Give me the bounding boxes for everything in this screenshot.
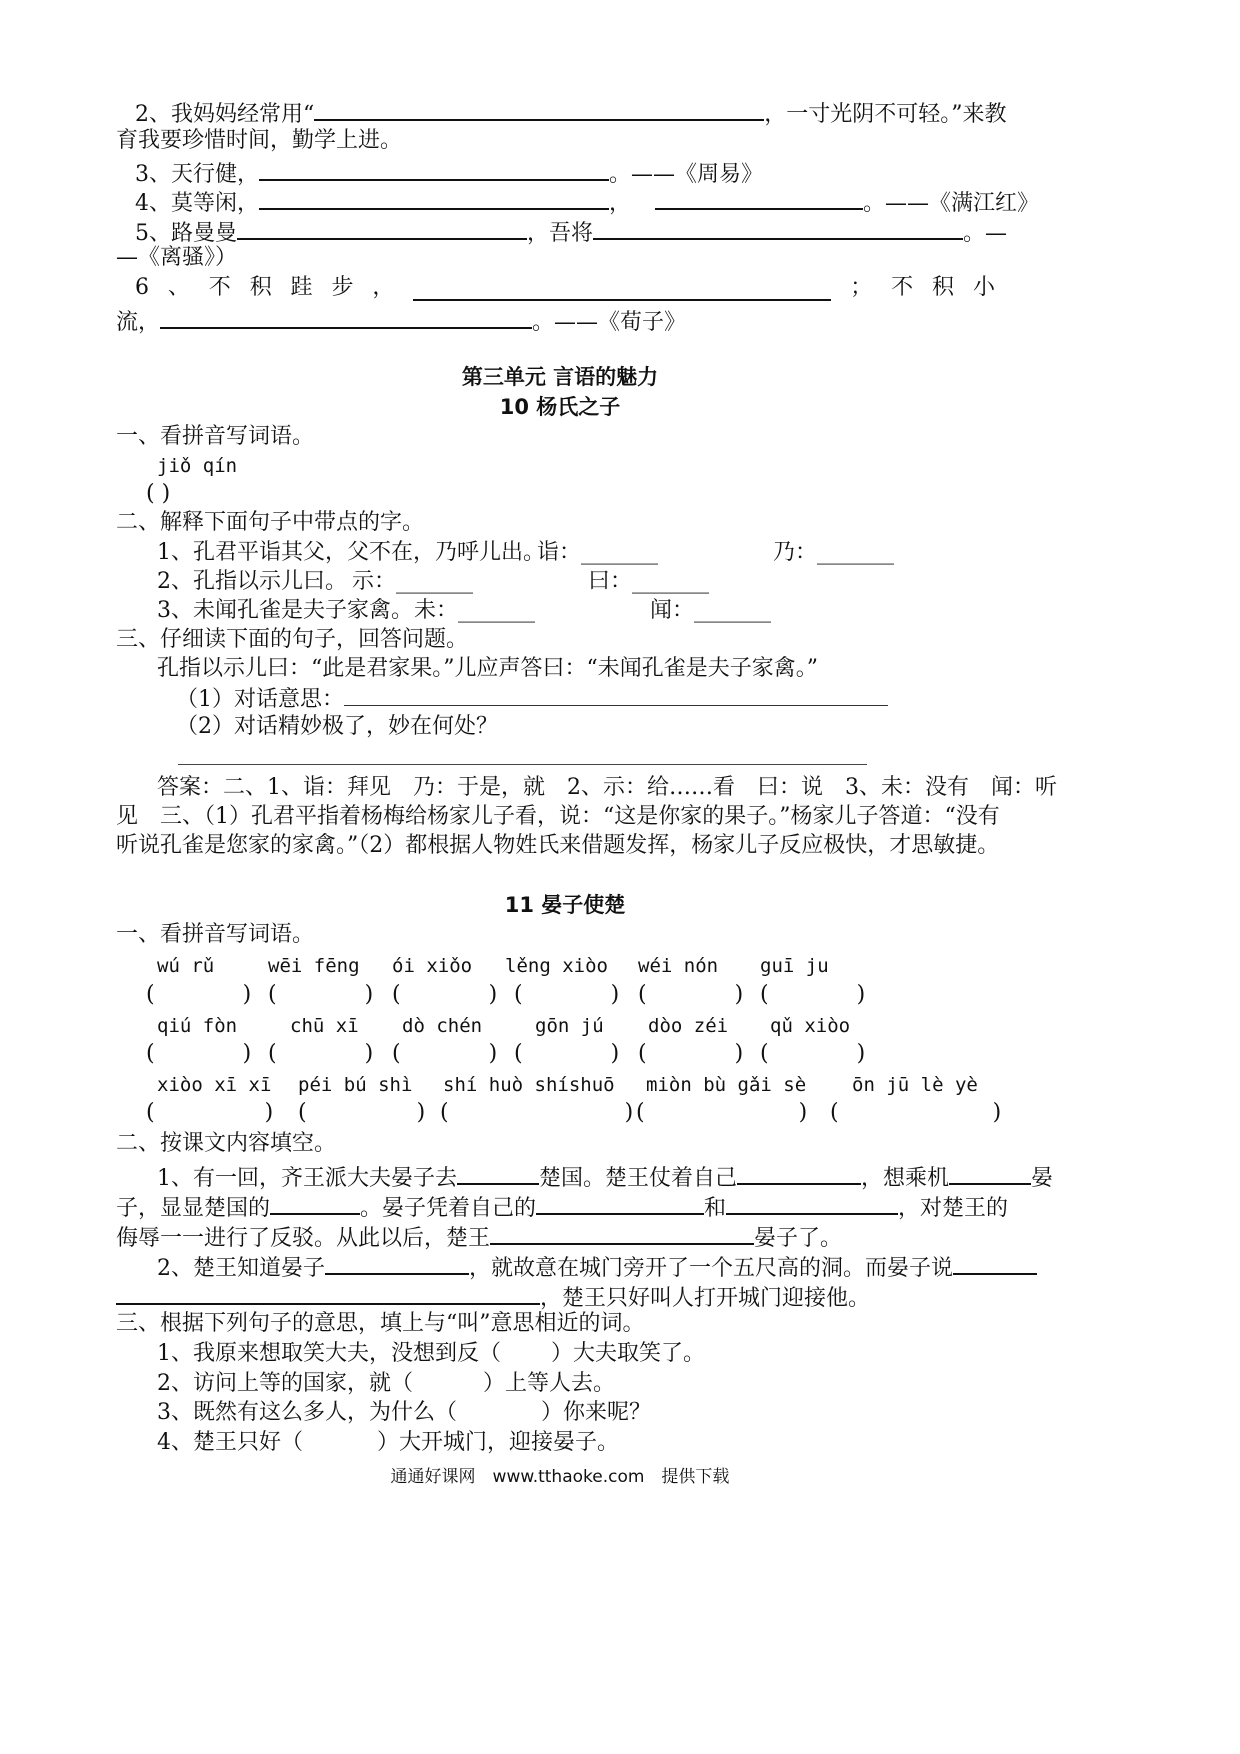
answer-box[interactable]: ( ) (146, 1100, 274, 1125)
pinyin-word: wéi nón (638, 955, 719, 977)
fill-1-line-2 (116, 1191, 1008, 1222)
q6-char: 6 (135, 275, 149, 300)
q3-blank[interactable] (259, 157, 609, 181)
fill-2-line-2 (116, 1281, 870, 1312)
pinyin-word: shí huò shíshuō (443, 1074, 615, 1096)
fill-text: 1、有一回，齐王派大夫晏子去 (157, 1166, 457, 1191)
question-1-blank[interactable] (344, 685, 888, 706)
answer-box[interactable]: ( ) (760, 1041, 866, 1066)
l11-section-2: 二、按课文内容填空。 (116, 1131, 337, 1156)
l10-answer-box[interactable]: ( ) (146, 481, 171, 506)
q6-char: 步 (331, 275, 354, 300)
fill-blank[interactable] (949, 1161, 1031, 1185)
l10-row1-blank-a[interactable]: 诣：_______ (537, 540, 659, 565)
pinyin-word: ói xiǒo (392, 955, 473, 977)
q6-semicolon: ； (850, 275, 873, 300)
q6-text: 流， (116, 310, 161, 335)
l10-row2-blank-a[interactable]: 示：_______ (352, 569, 474, 594)
q2-cont: 育我要珍惜时间，勤学上进。 (116, 128, 403, 153)
question-2-blank[interactable] (178, 764, 867, 765)
l10-pinyin: jiǒ qín (157, 455, 238, 477)
l10-question-2: （2）对话精妙极了，妙在何处？ (176, 714, 498, 739)
fill-blank[interactable] (536, 1191, 704, 1215)
q6-char: ， (372, 275, 395, 300)
pinyin-word: wēi fēng (268, 955, 360, 977)
pinyin-word: gōn jú (535, 1015, 604, 1037)
q6-char: 积 (249, 275, 272, 300)
answer-box[interactable]: ( ) (268, 982, 374, 1007)
fill-text: 和 (704, 1196, 727, 1221)
answer-box[interactable]: ( ) (392, 982, 498, 1007)
pinyin-word: qǔ xiòo (770, 1015, 851, 1037)
q6-char: 、 (167, 275, 190, 300)
call-text: ）你来呢？ (541, 1400, 652, 1425)
call-q3 (157, 1400, 651, 1426)
answer-box[interactable]: ( ) (830, 1100, 1002, 1125)
pinyin-word: ōn jū lè yè (852, 1074, 978, 1096)
l10-question-1 (176, 685, 888, 713)
pinyin-word: guī ju (760, 955, 829, 977)
l10-section-2: 二、解释下面句子中带点的字。 (116, 510, 425, 535)
fill-blank[interactable] (270, 1191, 360, 1215)
pinyin-word: qiú fòn (157, 1015, 238, 1037)
q3-source: 。——《周易》 (609, 162, 764, 187)
l10-row2-text: 2、孔指以示儿曰。 (157, 569, 347, 594)
l10-row3-blank-a[interactable]: 未：_______ (414, 598, 536, 623)
q5-text: 5、路曼曼 (135, 221, 237, 246)
l11-section-3: 三、根据下列句子的意思，填上与“叫”意思相近的词。 (116, 1311, 645, 1336)
q6-source: 。——《荀子》 (532, 310, 687, 335)
fill-blank[interactable] (953, 1251, 1037, 1275)
fill-1-line-1 (157, 1161, 1053, 1192)
q2-blank[interactable] (314, 97, 764, 121)
q5-source: —《离骚》） (116, 245, 238, 270)
pinyin-word: miòn bù gǎi sè (646, 1074, 807, 1096)
fill-2-line-1 (157, 1251, 1037, 1282)
answer-box[interactable]: ( ) (638, 1041, 744, 1066)
q4-source: 。——《满江红》 (863, 191, 1040, 216)
fill-text: 侮辱一一进行了反驳。从此以后，楚王 (116, 1226, 491, 1251)
pinyin-word: wú rǔ (157, 955, 215, 977)
answer-box[interactable]: ( ) (638, 982, 744, 1007)
q6-char: 小 (972, 275, 995, 300)
answer-box[interactable]: ( ) (636, 1100, 808, 1125)
q6-blank-2[interactable] (160, 305, 532, 329)
l10-row3-blank-b[interactable]: 闻：_______ (650, 598, 772, 623)
fill-text: 子，显显楚国的 (116, 1196, 271, 1221)
fill-q2 (135, 97, 1007, 128)
fill-blank[interactable] (116, 1281, 540, 1305)
call-text: 1、我原来想取笑大夫，没想到反（ (157, 1341, 501, 1366)
lesson11-title: 11 晏子使楚 (504, 893, 626, 917)
fill-q6 (135, 275, 995, 301)
call-text: 3、既然有这么多人，为什么（ (157, 1400, 457, 1425)
q5-blank-2[interactable] (593, 216, 963, 240)
pinyin-word: xiòo xī xī (157, 1074, 272, 1096)
q5-text-2: ，吾将 (527, 221, 594, 246)
answer-box[interactable]: ( ) (268, 1041, 374, 1066)
pinyin-word: dò chén (402, 1015, 483, 1037)
q6-blank-1[interactable] (413, 277, 831, 301)
fill-text: 。晏子凭着自己的 (360, 1196, 537, 1221)
fill-blank[interactable] (726, 1191, 898, 1215)
q5-dash: 。— (963, 221, 1008, 246)
call-text: ）大开城门，迎接晏子。 (377, 1430, 620, 1455)
pinyin-word: chū xī (290, 1015, 359, 1037)
q2-text: 2、我妈妈经常用“ (135, 102, 315, 127)
answer-box[interactable]: ( ) (298, 1100, 426, 1125)
call-text: 4、楚王只好（ (157, 1430, 303, 1455)
fill-q5 (135, 216, 1007, 247)
fill-blank[interactable] (737, 1161, 861, 1185)
l10-row3-text: 3、未闻孔雀是夫子家禽。 (157, 598, 413, 623)
call-text: ）大夫取笑了。 (551, 1341, 706, 1366)
fill-q4 (135, 186, 1039, 217)
unit-title: 第三单元 言语的魅力 (461, 365, 659, 389)
q6-char: 跬 (290, 275, 313, 300)
answer-box[interactable]: ( ) (514, 982, 620, 1007)
q4-text: 4、莫等闲， (135, 191, 259, 216)
call-q4 (157, 1430, 619, 1456)
fill-text: 楚国。楚王仗着自己 (539, 1166, 738, 1191)
l10-row2-blank-b[interactable]: 曰：_______ (588, 569, 710, 594)
q6-char: 积 (932, 275, 955, 300)
l10-section-3: 三、仔细读下面的句子，回答问题。 (116, 627, 469, 652)
q4-blank-1[interactable] (259, 186, 609, 210)
fill-text: ，楚王只好叫人打开城门迎接他。 (540, 1286, 871, 1311)
fill-text: ，就故意在城门旁开了一个五尺高的洞。而晏子说 (469, 1256, 954, 1281)
l10-row1-blank-b[interactable]: 乃：_______ (773, 540, 895, 565)
pinyin-word: dòo zéi (648, 1015, 729, 1037)
answer-box[interactable]: ( ) (146, 982, 252, 1007)
l10-quote: 孔指以示儿曰：“此是君家果。”儿应声答曰：“未闻孔雀是夫子家禽。” (157, 656, 818, 681)
l10-answer-line-2: 见 三、（1）孔君平指着杨梅给杨家儿子看，说：“这是你家的果子。”杨家儿子答道：“没有 (116, 804, 1000, 829)
q5-blank-1[interactable] (237, 216, 527, 240)
q4-comma: ， (609, 191, 632, 216)
call-q1 (157, 1341, 705, 1367)
fill-text: ，想乘机 (861, 1166, 950, 1191)
fill-blank[interactable] (325, 1251, 469, 1275)
q4-blank-2[interactable] (655, 186, 863, 210)
lesson10-title: 10 杨氏之子 (499, 395, 621, 419)
answer-box[interactable]: ( ) (440, 1100, 634, 1125)
l10-answer-line-3: 听说孔雀是您家的家禽。”（2）都根据人物姓氏来借题发挥，杨家儿子反应极快，才思敏捷。 (116, 833, 1000, 858)
fill-text: 2、楚王知道晏子 (157, 1256, 325, 1281)
q6-char: 不 (891, 275, 914, 300)
l10-answer-line-1: 答案：二、1、诣：拜见 乃：于是，就 2、示：给……看 曰：说 3、未：没有 闻：听 (157, 775, 1057, 800)
fill-1-line-3 (116, 1221, 842, 1252)
fill-text: ，对楚王的 (898, 1196, 1009, 1221)
fill-q3 (135, 157, 763, 188)
pinyin-word: lěng xiòo (505, 955, 608, 977)
fill-blank[interactable] (490, 1221, 754, 1245)
l11-section-1: 一、看拼音写词语。 (116, 922, 315, 947)
answer-box[interactable]: ( ) (392, 1041, 498, 1066)
answer-box[interactable]: ( ) (146, 1041, 252, 1066)
answer-box[interactable]: ( ) (760, 982, 866, 1007)
l10-section-1: 一、看拼音写词语。 (116, 424, 315, 449)
fill-text: 晏子了。 (754, 1226, 843, 1251)
call-text: ）上等人去。 (483, 1371, 616, 1396)
q6-char: 不 (208, 275, 231, 300)
fill-text: 晏 (1031, 1166, 1054, 1191)
l10-row1-text: 1、孔君平诣其父，父不在，乃呼儿出。 (157, 540, 545, 565)
answer-box[interactable]: ( ) (514, 1041, 620, 1066)
call-text: 2、访问上等的国家，就（ (157, 1371, 413, 1396)
question-1-label: （1）对话意思： (176, 687, 344, 712)
fill-blank[interactable] (457, 1161, 539, 1185)
q2-text-end: ，一寸光阴不可轻。”来教 (764, 102, 1007, 127)
footer-credit: 通通好课网 www.tthaoke.com 提供下载 (390, 1467, 730, 1487)
call-q2 (157, 1371, 615, 1397)
fill-q6-cont (116, 305, 686, 336)
pinyin-word: péi bú shì (298, 1074, 413, 1096)
q3-text: 3、天行健， (135, 162, 259, 187)
